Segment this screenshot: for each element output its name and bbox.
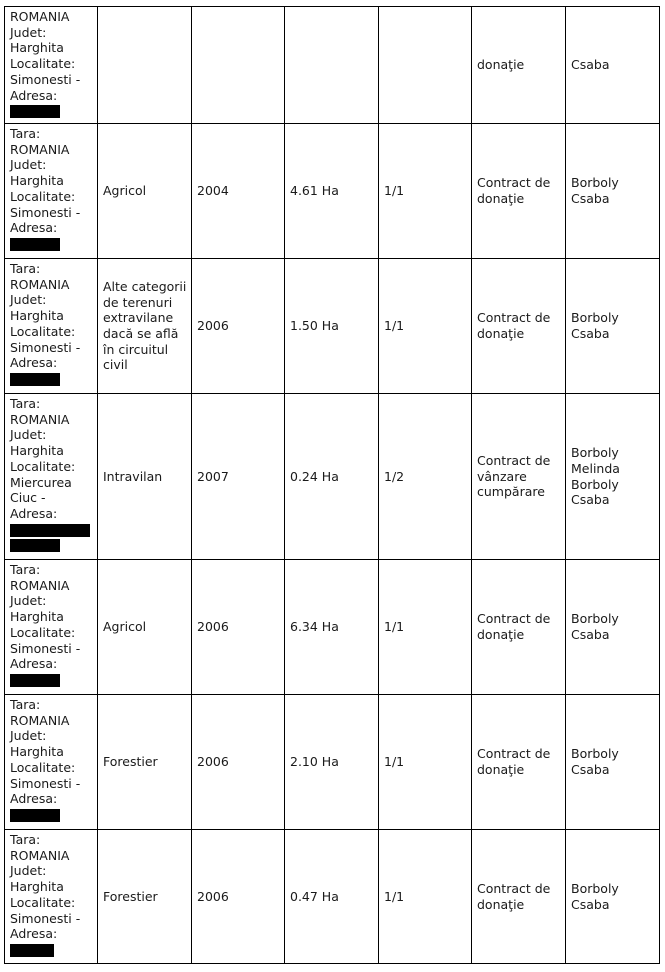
location-line: ROMANIA [10,276,70,292]
category-line: dacă se află [103,326,179,341]
category-cell [98,7,192,124]
owner-cell [566,7,660,124]
category-line: extravilane [103,310,174,326]
location-line: Harghita [10,609,64,625]
category-text: Intravilan [103,468,163,484]
category-cell [98,830,192,964]
location-line: Harghita [10,173,64,189]
area-cell [285,830,379,964]
owner-line: Borboly [571,611,619,627]
location-line: Tara: [10,261,41,276]
location-line: Localitate: [10,56,76,72]
location-line: Harghita [10,40,64,56]
year-cell [192,124,285,259]
location-line: Harghita [10,744,64,760]
owner-cell [566,560,660,695]
category-text: Forestier [103,888,158,904]
location-line: Adresa: [10,926,58,942]
year-text: 2006 [197,318,229,334]
share-cell [379,7,472,124]
share-text: 1/1 [384,183,405,199]
year-text: 2006 [197,888,229,904]
year-cell [192,830,285,964]
acquisition-line: donaţie [477,762,525,777]
acquisition-cell [472,695,566,830]
owner-cell [566,259,660,394]
owner-line: Csaba [571,762,610,777]
category-cell [98,394,192,560]
area-cell [285,695,379,830]
year-cell [192,394,285,560]
table-row [5,7,660,124]
location-line: Judet: [10,427,47,443]
acquisition-line: Contract de [477,175,551,191]
owner-line: Csaba [571,57,610,73]
area-text: 6.34 Ha [290,619,339,635]
owner-line: Csaba [571,492,610,508]
area-text: 4.61 Ha [290,183,339,199]
table-row [5,560,660,695]
acquisition-line: cumpărare [477,484,545,500]
location-line: Simonesti - [10,339,81,355]
share-text: 1/2 [384,468,405,484]
acquisition-cell [472,7,566,124]
acquisition-cell [472,394,566,560]
location-line: Simonesti - [10,71,81,87]
acquisition-line: vânzare [477,468,527,484]
category-line: civil [103,357,128,373]
location-cell [5,695,98,830]
location-line: Tara: [10,562,41,577]
redacted-address [10,539,60,552]
acquisition-cell [472,124,566,259]
acquisition-cell [472,830,566,964]
area-cell [285,259,379,394]
location-line: Simonesti - [10,910,81,926]
location-line: Simonesti - [10,204,81,220]
location-line: Ciuc - [10,490,46,506]
category-line: în circuitul [103,341,169,357]
table-row [5,695,660,830]
table-body [5,7,660,964]
location-cell [5,560,98,695]
owner-line: Csaba [571,326,610,341]
share-cell [379,695,472,830]
location-line: Judet: [10,24,47,40]
redacted-address [10,238,60,251]
location-line: Judet: [10,593,47,609]
owner-line: Borboly [571,880,619,896]
acquisition-line: Contract de [477,611,551,627]
location-line: Tara: [10,697,41,712]
acquisition-line: Contract de [477,746,551,762]
acquisition-line: donaţie [477,57,525,73]
category-line: de terenuri [103,294,173,310]
owner-line: Borboly [571,445,619,461]
area-cell [285,560,379,695]
owner-cell [566,394,660,560]
area-text: 0.47 Ha [290,888,339,904]
location-line: Tara: [10,126,41,141]
owner-line: Borboly [571,746,619,762]
location-line: Simonesti - [10,640,81,656]
area-cell [285,394,379,560]
location-cell [5,830,98,964]
category-cell [98,259,192,394]
location-line: Localitate: [10,458,76,474]
location-line: Simonesti - [10,775,81,791]
category-cell [98,560,192,695]
table-row [5,830,660,964]
location-line: ROMANIA [10,847,70,863]
acquisition-line: donaţie [477,191,525,206]
owner-line: Csaba [571,191,610,206]
share-text: 1/1 [384,619,405,635]
acquisition-line: donaţie [477,896,525,912]
table-row [5,259,660,394]
year-cell [192,695,285,830]
location-line: Tara: [10,396,41,411]
share-cell [379,830,472,964]
table-row [5,394,660,560]
acquisition-line: donaţie [477,326,525,341]
redacted-address [10,674,60,687]
land-ownership-table [4,6,660,964]
location-line: Localitate: [10,624,76,640]
location-line: Tara: [10,832,41,847]
share-cell [379,124,472,259]
acquisition-line: Contract de [477,310,551,326]
category-cell [98,124,192,259]
location-line: Adresa: [10,656,58,672]
year-cell [192,259,285,394]
location-line: Adresa: [10,505,58,521]
acquisition-line: donaţie [477,627,525,642]
area-text: 2.10 Ha [290,754,339,770]
share-text: 1/1 [384,754,405,770]
area-text: 0.24 Ha [290,468,339,484]
owner-cell [566,830,660,964]
owner-line: Borboly [571,175,619,191]
acquisition-cell [472,560,566,695]
share-cell [379,560,472,695]
location-line: Judet: [10,157,47,173]
owner-line: Borboly [571,476,619,492]
area-cell [285,124,379,259]
share-text: 1/1 [384,318,405,334]
redacted-address [10,524,90,537]
owner-cell [566,695,660,830]
acquisition-line: Contract de [477,452,551,468]
location-line: Adresa: [10,220,58,236]
category-text: Forestier [103,754,158,770]
category-cell [98,695,192,830]
owner-line: Melinda [571,460,620,476]
location-line: Judet: [10,292,47,308]
redacted-address [10,809,60,822]
area-cell [285,7,379,124]
year-text: 2006 [197,754,229,770]
location-line: Adresa: [10,355,58,371]
location-line: ROMANIA [10,411,70,427]
redacted-address [10,105,60,118]
table-row [5,124,660,259]
location-line: ROMANIA [10,9,70,24]
location-cell [5,259,98,394]
year-text: 2006 [197,619,229,635]
location-line: ROMANIA [10,141,70,157]
location-line: ROMANIA [10,712,70,728]
area-text: 1.50 Ha [290,318,339,334]
location-cell [5,7,98,124]
year-cell [192,7,285,124]
location-line: Judet: [10,863,47,879]
location-line: Harghita [10,443,64,459]
location-line: Judet: [10,728,47,744]
share-text: 1/1 [384,888,405,904]
owner-line: Csaba [571,627,610,642]
location-cell [5,124,98,259]
category-text: Agricol [103,183,147,199]
location-line: Localitate: [10,894,76,910]
year-text: 2004 [197,183,229,199]
year-cell [192,560,285,695]
location-cell [5,394,98,560]
location-line: Localitate: [10,188,76,204]
location-line: Localitate: [10,759,76,775]
category-text: Agricol [103,619,147,635]
share-cell [379,259,472,394]
redacted-address [10,944,54,957]
owner-line: Borboly [571,310,619,326]
acquisition-cell [472,259,566,394]
acquisition-line: Contract de [477,880,551,896]
share-cell [379,394,472,560]
location-line: Harghita [10,879,64,895]
category-line: Alte categorii [103,278,187,294]
location-line: Adresa: [10,791,58,807]
location-line: Miercurea [10,474,72,490]
year-text: 2007 [197,468,229,484]
redacted-address [10,373,60,386]
owner-line: Csaba [571,896,610,912]
location-line: ROMANIA [10,577,70,593]
owner-cell [566,124,660,259]
location-line: Adresa: [10,87,58,103]
location-line: Harghita [10,308,64,324]
location-line: Localitate: [10,323,76,339]
